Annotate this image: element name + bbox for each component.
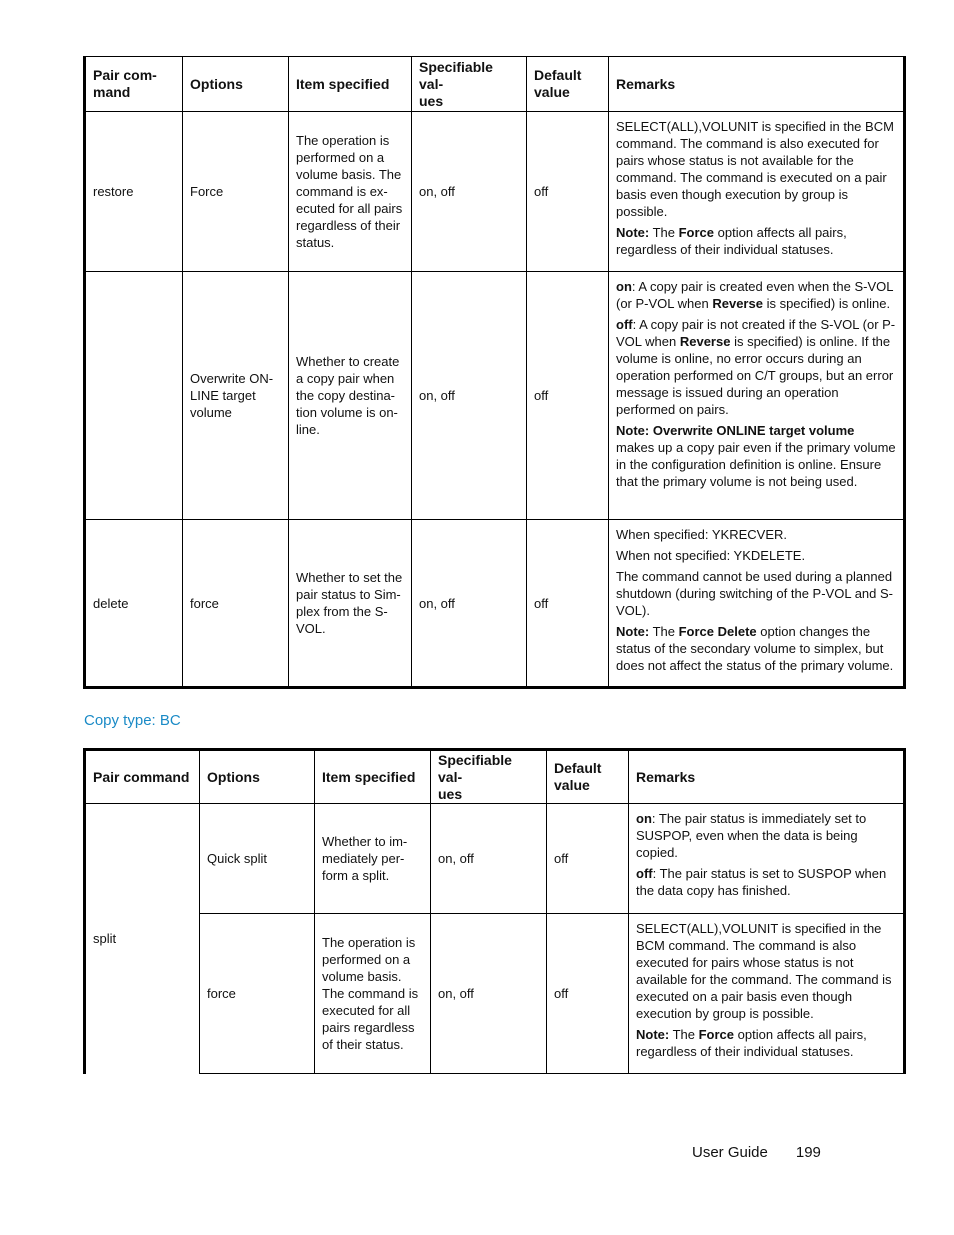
header-options: Options xyxy=(183,57,289,112)
footer-label: User Guide xyxy=(692,1144,768,1161)
cell-default: off xyxy=(527,112,609,272)
remark-paragraph: on: A copy pair is created even when the S-VOL (or P-VOL when Reverse is specified) is online. xyxy=(616,279,894,311)
cell-command: delete xyxy=(85,520,183,688)
cell-values: on, off xyxy=(412,272,527,520)
cell-remarks xyxy=(609,272,905,520)
cell-item: Whether to set the pair status to Sim-plex from the S-VOL. xyxy=(289,520,412,688)
remark-paragraph: Note: The Force Delete option changes the status of the secondary volume to simplex, but does not affect the status of the primary volume. xyxy=(616,624,894,673)
header-pair-command: Pair command xyxy=(85,750,200,804)
remark-paragraph: SELECT(ALL),VOLUNIT is specified in the BCM command. The command is also executed for pairs whose status is not available for the command. The command is executed on a pair basis even though execution by group is possible. xyxy=(616,119,894,219)
cell-values: on, off xyxy=(412,520,527,688)
cell-values: on, off xyxy=(431,804,547,914)
cell-remarks xyxy=(629,804,905,914)
header-item-specified: Item specified xyxy=(289,57,412,112)
page-number: 199 xyxy=(795,1144,821,1161)
header-default-value: Default value xyxy=(527,57,609,112)
cell-option: Quick split xyxy=(200,804,315,914)
pair-command-table-2 xyxy=(83,748,906,1074)
cell-values: on, off xyxy=(431,914,547,1074)
cell-option: Overwrite ON-LINE target volume xyxy=(183,272,289,520)
remark-paragraph: off: The pair status is set to SUSPOP when the data copy has finished. xyxy=(636,866,887,898)
cell-option: force xyxy=(200,914,315,1074)
header-remarks: Remarks xyxy=(629,750,905,804)
header-item-specified: Item specified xyxy=(315,750,431,804)
remark-paragraph: on: The pair status is immediately set to SUSPOP, even when the data is being copied. xyxy=(636,811,867,860)
cell-default: off xyxy=(527,272,609,520)
header-pair-command: Pair com- mand xyxy=(85,57,183,112)
cell-item: Whether to im-mediately per-form a split. xyxy=(315,804,431,914)
cell-option: Force xyxy=(183,112,289,272)
header-specifiable-values: Specifiable val- ues xyxy=(431,750,547,804)
table-row xyxy=(85,520,905,688)
cell-item: The operation is performed on a volume basis. The command is ex-ecuted for all pairs regardless of their status. xyxy=(289,112,412,272)
header-specifiable-values: Specifiable val- ues xyxy=(412,57,527,112)
cell-remarks xyxy=(609,520,905,688)
remark-paragraph: SELECT(ALL),VOLUNIT is specified in the BCM command. The command is also executed for pairs whose status is not available for the command. The command is executed on a pair basis even though execution by group is possible. xyxy=(636,921,892,1021)
cell-command: split xyxy=(85,804,200,1074)
remark-paragraph: When not specified: YKDELETE. xyxy=(616,548,806,563)
cell-item: Whether to create a copy pair when the copy destina-tion volume is on-line. xyxy=(289,272,412,520)
cell-default: off xyxy=(527,520,609,688)
cell-remarks xyxy=(629,914,905,1074)
cell-remarks xyxy=(609,112,905,272)
cell-command: restore xyxy=(85,112,183,272)
table-row xyxy=(85,804,905,914)
header-remarks: Remarks xyxy=(609,57,905,112)
cell-default: off xyxy=(547,914,629,1074)
header-options: Options xyxy=(200,750,315,804)
remark-paragraph: Note: Overwrite ONLINE target volume makes up a copy pair even if the primary volume in the configuration definition is online. Ensure that the primary volume is not being used. xyxy=(616,423,896,489)
remark-paragraph: off: A copy pair is not created if the S-VOL (or P-VOL when Reverse is specified) is online. If the volume is online, no error occurs during an operation performed on C/T groups, but an error message is issued during an operation performed on pairs. xyxy=(616,317,896,417)
remark-paragraph: The command cannot be used during a planned shutdown (during switching of the P-VOL and S-VOL). xyxy=(616,569,893,618)
section-heading-copy-type-bc: Copy type: BC xyxy=(84,712,181,729)
remark-paragraph: Note: The Force option affects all pairs, regardless of their individual statuses. xyxy=(636,1027,867,1059)
table-row xyxy=(85,914,905,1074)
cell-option: force xyxy=(183,520,289,688)
cell-values: on, off xyxy=(412,112,527,272)
cell-command xyxy=(85,272,183,520)
cell-default: off xyxy=(547,804,629,914)
remark-paragraph: When specified: YKRECVER. xyxy=(616,527,787,542)
cell-item: The operation is performed on a volume basis. The command is executed for all pairs regardless of their status. xyxy=(315,914,431,1074)
page-footer xyxy=(692,1144,821,1161)
header-default-value: Default value xyxy=(547,750,629,804)
pair-command-table-1 xyxy=(83,56,906,689)
table-row xyxy=(85,112,905,272)
remark-paragraph: Note: The Force option affects all pairs, regardless of their individual statuses. xyxy=(616,225,847,257)
table-row xyxy=(85,272,905,520)
